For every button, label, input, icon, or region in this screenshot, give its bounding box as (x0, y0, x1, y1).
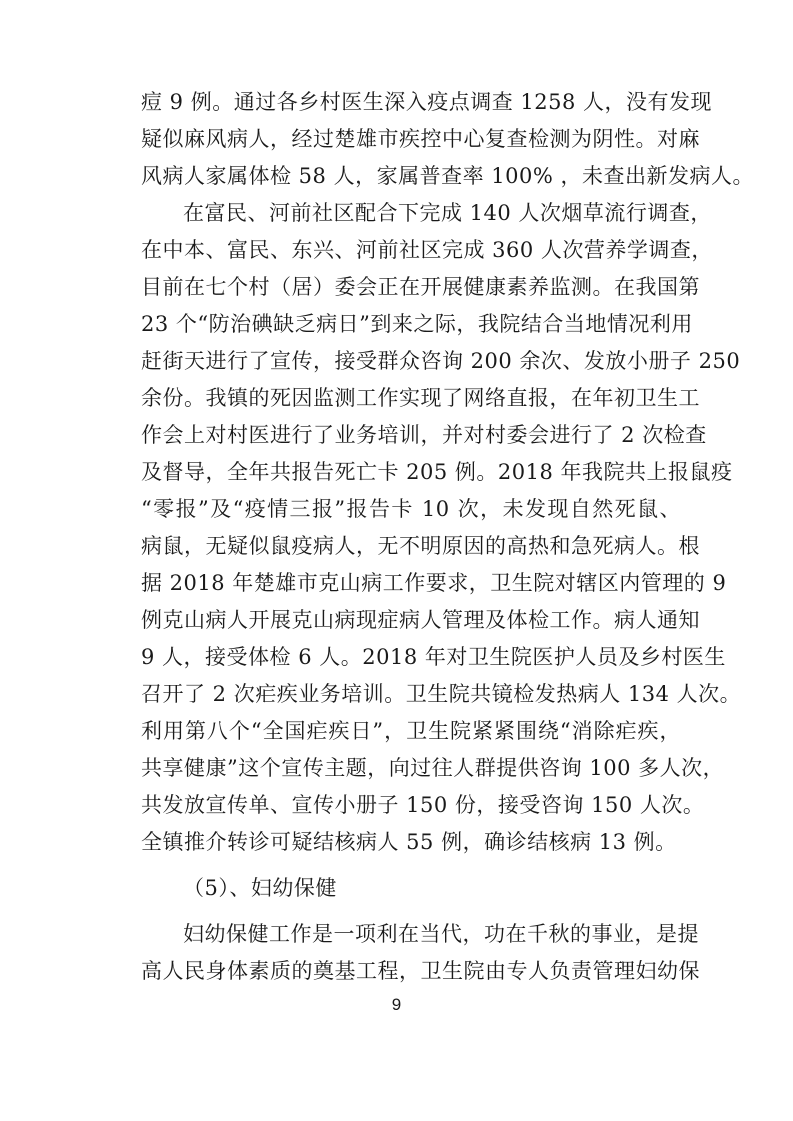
text-line: 赶街天进行了宣传，接受群众咨询 200 余次、发放小册子 250 (141, 349, 741, 373)
text-line: 高人民身体素质的奠基工程，卫生院由专人负责管理妇幼保 (141, 959, 700, 983)
text-line: 据 2018 年楚雄市克山病工作要求，卫生院对辖区内管理的 9 (141, 571, 727, 595)
text-line: 妇幼保健工作是一项利在当代，功在千秋的事业，是提 (183, 922, 699, 946)
text-line: 共享健康”这个宣传主题，向过往人群提供咨询 100 多人次， (141, 756, 725, 780)
text-line: 疑似麻风病人，经过楚雄市疾控中心复查检测为阴性。对麻 (141, 127, 700, 151)
text-line: 23 个“防治碘缺乏病日”到来之际，我院结合当地情况利用 (141, 312, 693, 336)
text-line: 9 人，接受体检 6 人。2018 年对卫生院医护人员及乡村医生 (141, 645, 726, 669)
text-line: 风病人家属体检 58 人，家属普查率 100% ，未查出新发病人。 (141, 164, 754, 188)
text-line: 及督导，全年共报告死亡卡 205 例。2018 年我院共上报鼠疫 (141, 460, 733, 484)
paragraph-2 (141, 195, 742, 861)
paragraph-1 (141, 84, 754, 195)
section-heading: （5）、妇幼保健 (183, 876, 337, 900)
page-number: 9 (391, 995, 402, 1014)
text-line: 病鼠，无疑似鼠疫病人，无不明原因的高热和急死病人。根 (141, 534, 700, 558)
text-line: 痘 9 例。通过各乡村医生深入疫点调查 1258 人，没有发现 (141, 90, 713, 114)
text-line: 共发放宣传单、宣传小册子 150 份，接受咨询 150 人次。 (141, 793, 705, 817)
text-line: 召开了 2 次疟疾业务培训。卫生院共镜检发热病人 134 人次。 (141, 682, 742, 706)
paragraph-3 (141, 916, 700, 990)
text-line: 在中本、富民、东兴、河前社区完成 360 人次营养学调查， (141, 238, 713, 262)
text-line: 余份。我镇的死因监测工作实现了网络直报，在年初卫生工 (141, 386, 700, 410)
text-line: 例克山病人开展克山病现症病人管理及体检工作。病人通知 (141, 608, 700, 632)
text-line: 作会上对村医进行了业务培训，并对村委会进行了 2 次检查 (141, 423, 707, 447)
text-line: 全镇推介转诊可疑结核病人 55 例，确诊结核病 13 例。 (141, 830, 677, 854)
text-line: 目前在七个村（居）委会正在开展健康素养监测。在我国第 (141, 275, 700, 299)
text-line: “零报”及“疫情三报”报告卡 10 次，未发现自然死鼠、 (141, 497, 681, 521)
text-line: 在富民、河前社区配合下完成 140 人次烟草流行调查， (183, 201, 712, 225)
body-text (141, 84, 754, 990)
text-line: 利用第八个“全国疟疾日”，卫生院紧紧围绕“消除疟疾， (141, 719, 681, 743)
